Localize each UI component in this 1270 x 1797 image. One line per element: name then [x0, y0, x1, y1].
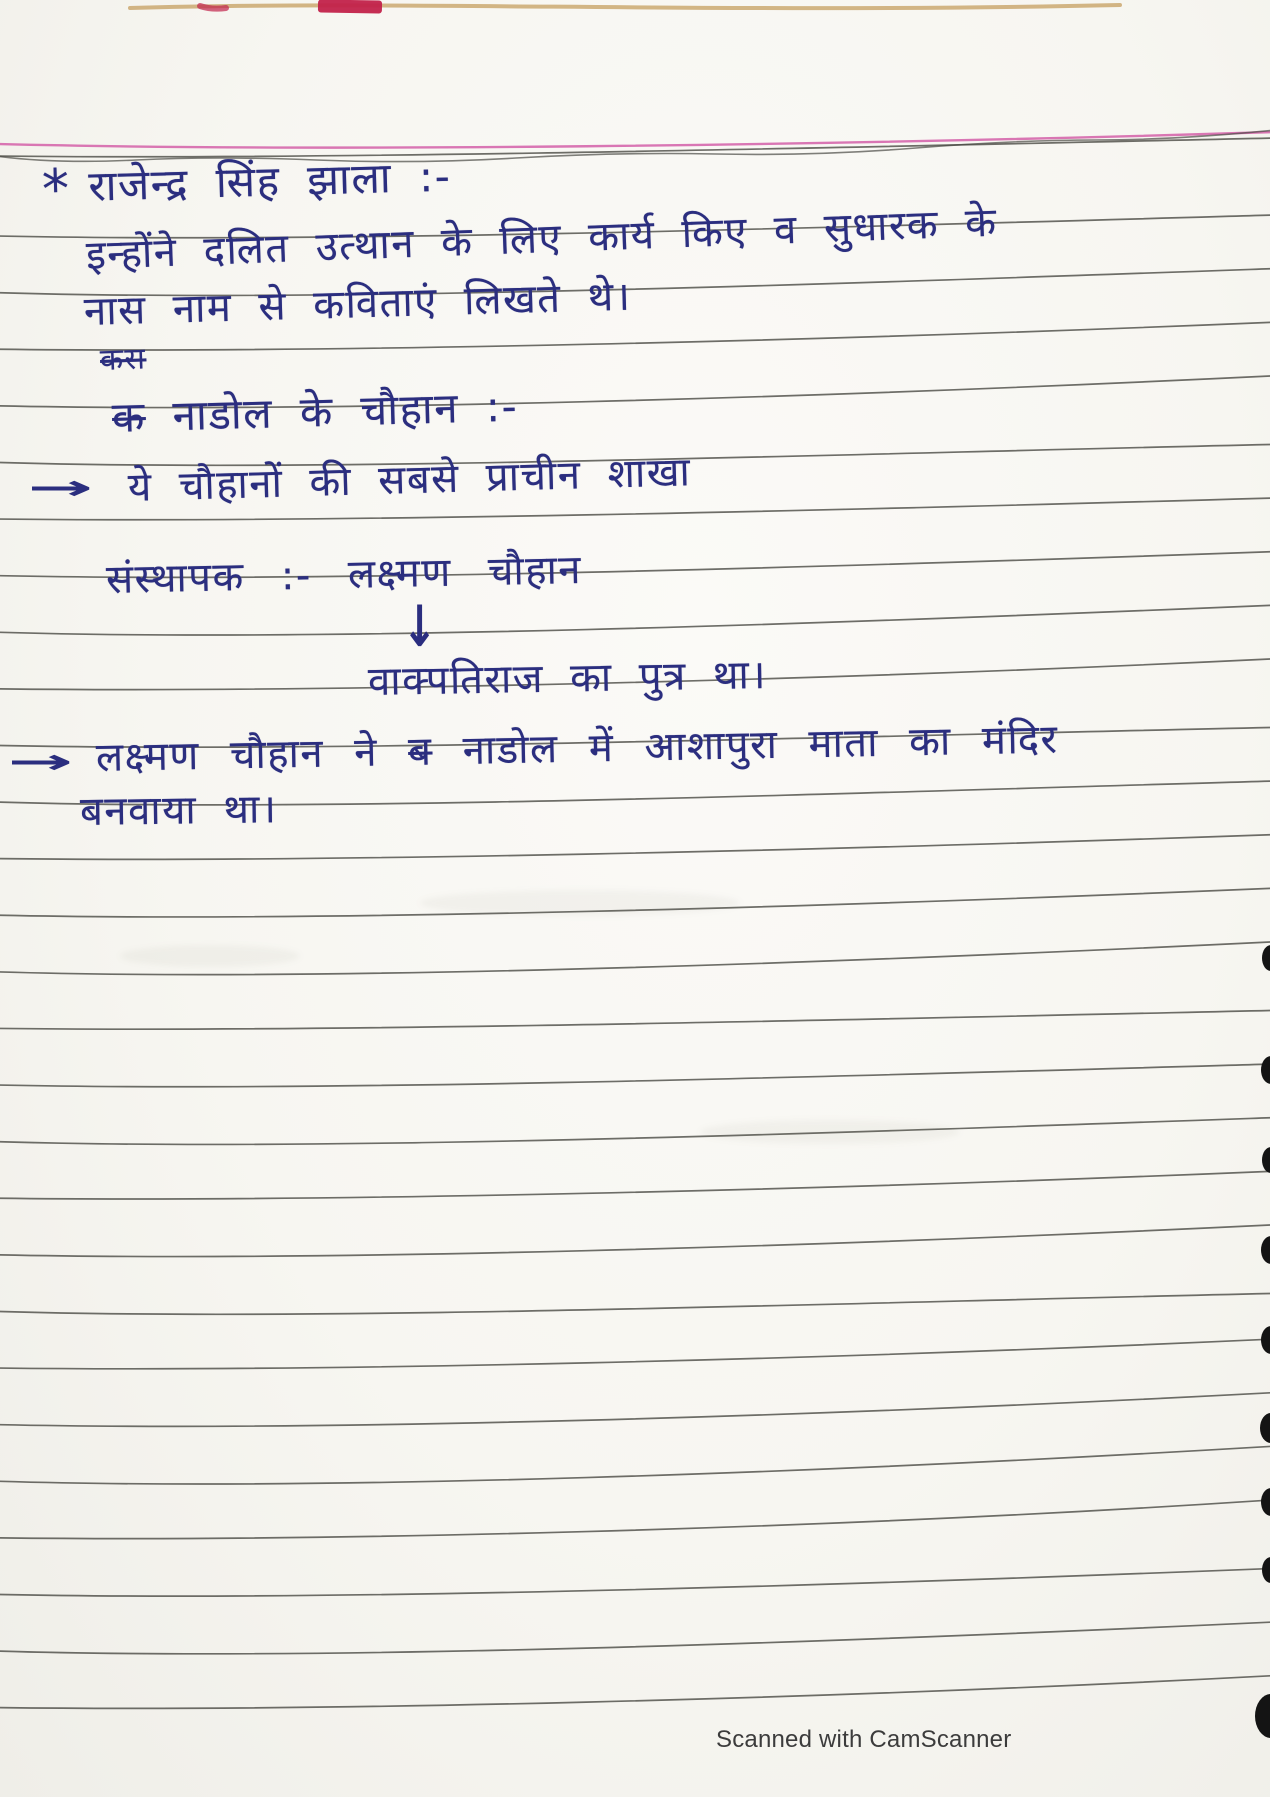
- note-heading: [41, 147, 452, 221]
- para1-line1: इन्होंने दलित उत्थान के लिए कार्य किए व सुधारक के: [85, 199, 999, 279]
- para1-line2: नास नाम से कविताएं लिखते थे।: [83, 273, 633, 335]
- note-subheading: [111, 377, 519, 445]
- camscanner-watermark: Scanned with CamScanner: [716, 1726, 1012, 1753]
- founder-line: संस्थापक :- लक्ष्मण चौहान: [105, 547, 583, 603]
- point2-line1: [95, 710, 1058, 783]
- pencil-smudge: [120, 945, 300, 967]
- pencil-smudge: [700, 1120, 960, 1144]
- scratched-word: कस: [99, 341, 147, 378]
- heading-text: राजेन्द्र सिंह झाला :-: [87, 151, 452, 211]
- subheading-struck-letter: क: [111, 392, 147, 442]
- right-arrow-marker-2: →: [7, 742, 74, 782]
- point2-line2: बनवाया था।: [79, 786, 278, 835]
- founder-detail: वाक्पतिराज का पुत्र था।: [367, 652, 768, 705]
- down-arrow-marker: ↓: [402, 593, 438, 660]
- point2-part1: लक्ष्मण चौहान ने: [95, 729, 379, 781]
- right-arrow-marker: →: [27, 468, 94, 508]
- point2-part2: नाडोल में आशापुरा माता का मंदिर: [462, 716, 1059, 774]
- point2-struck-letter: ब: [407, 728, 433, 776]
- asterisk-marker: *: [41, 157, 72, 221]
- point1-text: ये चौहानों की सबसे प्राचीन शाखा: [127, 449, 692, 511]
- pencil-smudge: [420, 890, 740, 916]
- subheading-text: नाडोल के चौहान :-: [171, 381, 519, 441]
